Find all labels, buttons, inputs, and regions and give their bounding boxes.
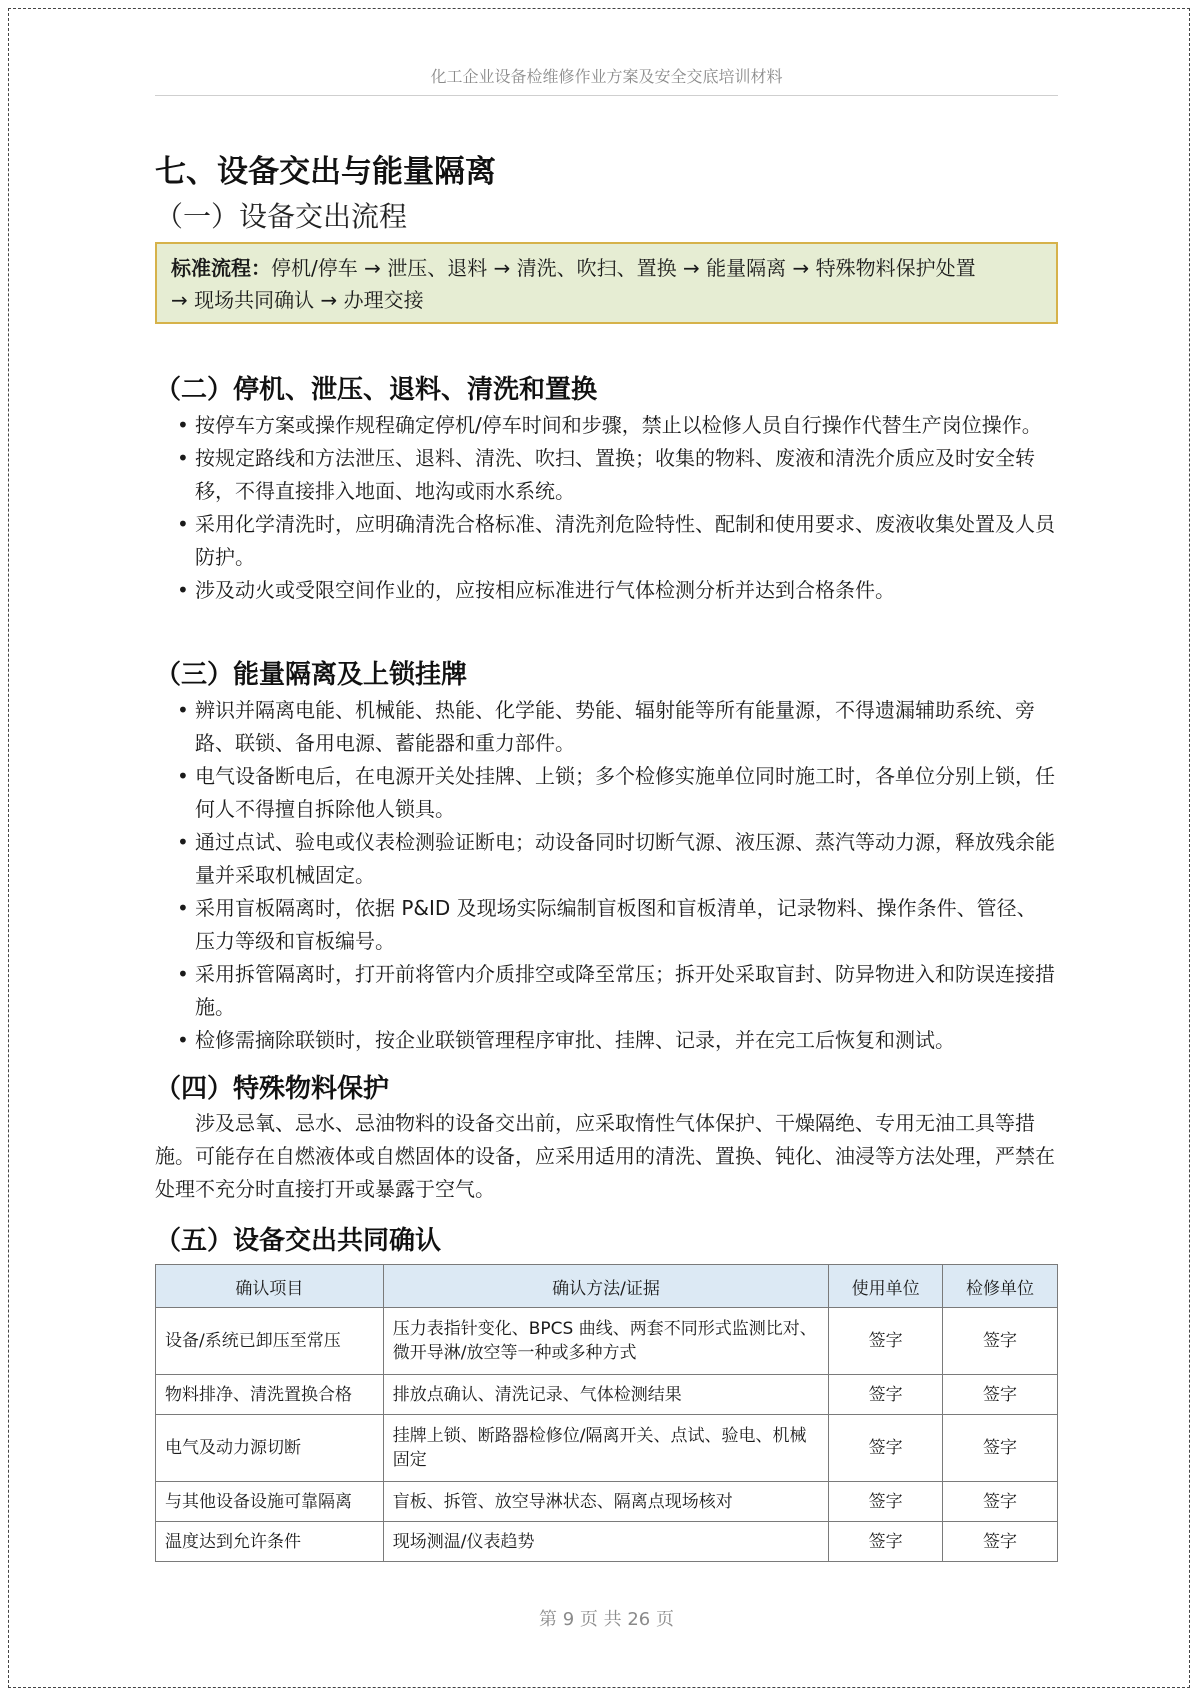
table-cell: 签字 [943,1308,1058,1375]
subsection-4-title: （四）特殊物料保护 [155,1074,390,1104]
subsection-3-title: （三）能量隔离及上锁挂牌 [155,660,468,690]
callout-text-1: 停机/停车 → 泄压、退料 → 清洗、吹扫、置换 → 能量隔离 → 特殊物料保护处置 [271,256,976,280]
list-item: • 电气设备断电后，在电源开关处挂牌、上锁；多个检修实施单位同时施工时，各单位分别上锁，任何人不得擅自拆除他人锁具。 [177,760,1055,826]
table-cell: 压力表指针变化、BPCS 曲线、两套不同形式监测比对、微开导淋/放空等一种或多种方式 [383,1308,828,1375]
list-item: • 检修需摘除联锁时，按企业联锁管理程序审批、挂牌、记录，并在完工后恢复和测试。 [177,1024,1055,1057]
table-row [156,1522,1058,1562]
callout-line-1 [171,252,1042,284]
table-header-row [156,1265,1058,1308]
list-item: • 按停车方案或操作规程确定停机/停车时间和步骤，禁止以检修人员自行操作代替生产岗位操作。 [177,409,1055,442]
table-cell: 电气及动力源切断 [156,1415,384,1482]
table-cell: 排放点确认、清洗记录、气体检测结果 [383,1375,828,1415]
callout-label: 标准流程： [171,256,271,280]
subsection-5-title: （五）设备交出共同确认 [155,1226,442,1256]
column-header: 检修单位 [943,1265,1058,1308]
process-callout [155,242,1058,324]
table-row [156,1482,1058,1522]
column-header: 确认项目 [156,1265,384,1308]
table-cell: 签字 [829,1375,943,1415]
list-item: • 采用盲板隔离时，依据 P&ID 及现场实际编制盲板图和盲板清单，记录物料、操作条件、管径、压力等级和盲板编号。 [177,892,1055,958]
table-cell: 挂牌上锁、断路器检修位/隔离开关、点试、验电、机械固定 [383,1415,828,1482]
table-cell: 签字 [943,1522,1058,1562]
list-item: • 按规定路线和方法泄压、退料、清洗、吹扫、置换；收集的物料、废液和清洗介质应及时安全转移，不得直接排入地面、地沟或雨水系统。 [177,442,1055,508]
page-number: 第 9 页 共 26 页 [539,1609,674,1630]
table-cell: 签字 [943,1375,1058,1415]
subsection-2-list [177,409,1055,607]
list-item: • 涉及动火或受限空间作业的，应按相应标准进行气体检测分析并达到合格条件。 [177,574,1055,607]
table-cell: 现场测温/仪表趋势 [383,1522,828,1562]
callout-line-2: → 现场共同确认 → 办理交接 [171,288,424,312]
section-title: 七、设备交出与能量隔离 [155,154,496,190]
table-cell: 与其他设备设施可靠隔离 [156,1482,384,1522]
table-cell: 签字 [829,1308,943,1375]
table-cell: 签字 [829,1522,943,1562]
list-item: • 辨识并隔离电能、机械能、热能、化学能、势能、辐射能等所有能量源，不得遗漏辅助系统、旁路、联锁、备用电源、蓄能器和重力部件。 [177,694,1055,760]
list-item: • 采用拆管隔离时，打开前将管内介质排空或降至常压；拆开处采取盲封、防异物进入和防误连接措施。 [177,958,1055,1024]
table-cell: 签字 [829,1415,943,1482]
table-row [156,1308,1058,1375]
running-header: 化工企业设备检维修作业方案及安全交底培训材料 [430,67,783,86]
subsection-3-list [177,694,1055,1057]
list-item: • 通过点试、验电或仪表检测验证断电；动设备同时切断气源、液压源、蒸汽等动力源，释放残余能量并采取机械固定。 [177,826,1055,892]
table-cell: 盲板、拆管、放空导淋状态、隔离点现场核对 [383,1482,828,1522]
list-item: • 采用化学清洗时，应明确清洗合格标准、清洗剂危险特性、配制和使用要求、废液收集处置及人员防护。 [177,508,1055,574]
table-cell: 温度达到允许条件 [156,1522,384,1562]
table-cell: 签字 [943,1415,1058,1482]
confirmation-table [155,1264,1058,1562]
column-header: 确认方法/证据 [383,1265,828,1308]
table-cell: 签字 [943,1482,1058,1522]
subsection-2-title: （二）停机、泄压、退料、清洗和置换 [155,375,598,405]
table-cell: 物料排净、清洗置换合格 [156,1375,384,1415]
header-rule [155,95,1058,96]
subsection-4-paragraph: 涉及忌氧、忌水、忌油物料的设备交出前，应采取惰性气体保护、干燥隔绝、专用无油工具等措施。可能存在自燃液体或自燃固体的设备，应采用适用的清洗、置换、钝化、油浸等方法处理，严禁在处理不充分时直接打开或暴露于空气。 [155,1111,1055,1201]
table-row [156,1415,1058,1482]
subsection-1-title: （一）设备交出流程 [155,200,408,233]
table-cell: 签字 [829,1482,943,1522]
column-header: 使用单位 [829,1265,943,1308]
table-cell: 设备/系统已卸压至常压 [156,1308,384,1375]
table-row [156,1375,1058,1415]
